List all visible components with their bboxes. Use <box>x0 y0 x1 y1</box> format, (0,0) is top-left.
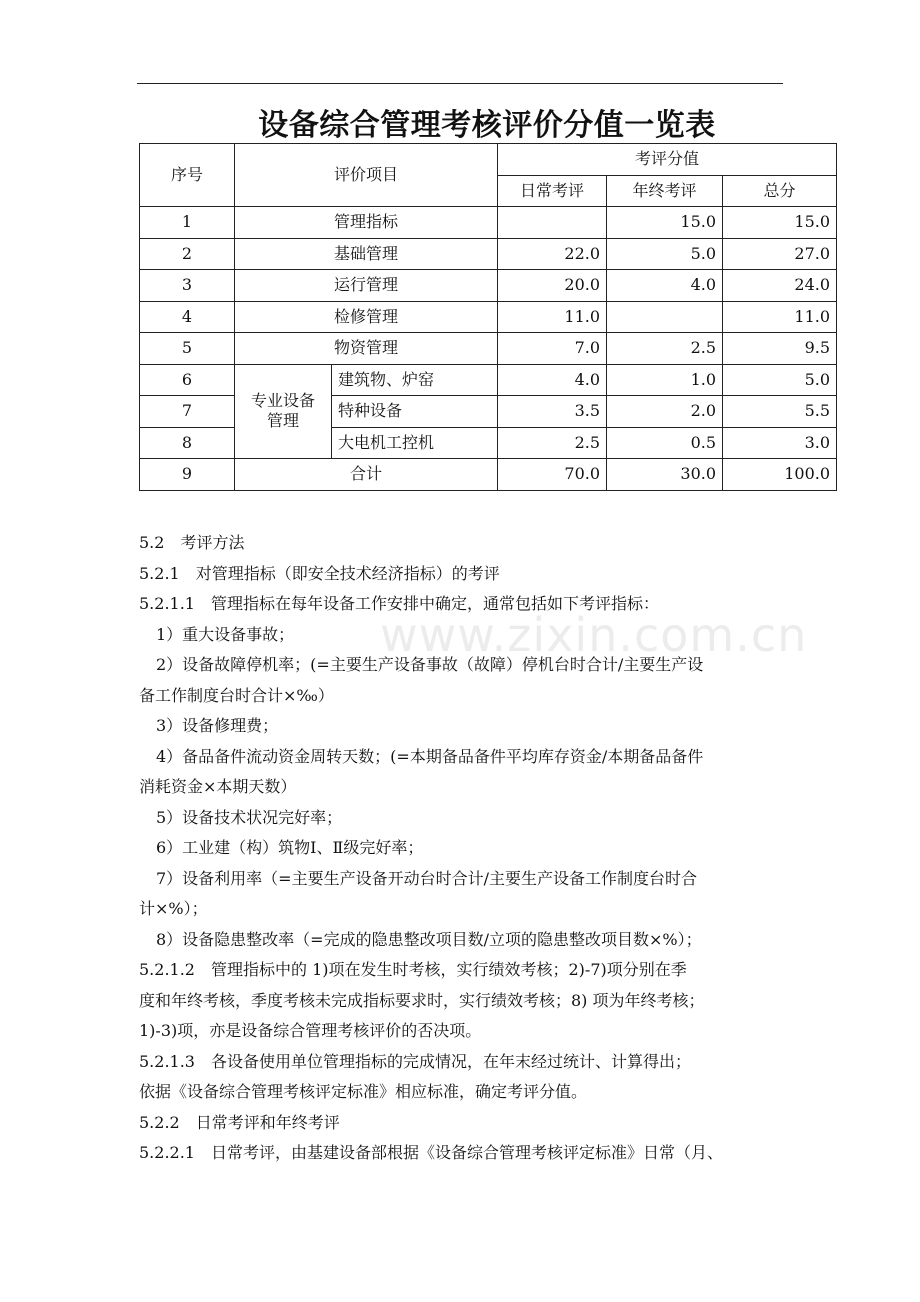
cell-annual: 2.0 <box>607 396 723 428</box>
header-rule <box>137 83 783 84</box>
cell-annual: 2.5 <box>607 333 723 365</box>
section-heading: 5.2.2 日常考评和年终考评 <box>139 1112 340 1132</box>
list-item-continuation: 计×%）； <box>139 899 208 918</box>
paragraph-line: 依据《设备综合管理考核评定标准》相应标准，确定考评分值。 <box>139 1082 588 1101</box>
cell-daily: 22.0 <box>498 238 607 270</box>
table-row <box>140 333 837 365</box>
cell-total: 100.0 <box>723 459 837 491</box>
cell-total: 5.5 <box>723 396 837 428</box>
table-total-row <box>140 459 837 491</box>
list-item: 8）设备隐患整改率（=完成的隐患整改项目数/立项的隐患整改项目数×%）； <box>156 929 702 949</box>
paragraph-line: 5.2.2.1 日常考评，由基建设备部根据《设备综合管理考核评定标准》日常（月、 <box>139 1143 723 1162</box>
cell-item: 合计 <box>235 459 498 491</box>
cell-daily: 2.5 <box>498 427 607 459</box>
cell-seq: 5 <box>140 333 235 365</box>
list-item-continuation: 备工作制度台时合计×‰） <box>139 685 334 705</box>
cell-annual: 4.0 <box>607 270 723 302</box>
special-group-label-line2: 管理 <box>266 411 299 431</box>
header-score-group: 考评分值 <box>498 144 837 176</box>
page-title: 设备综合管理考核评价分值一览表 <box>258 108 716 143</box>
list-item: 6）工业建（构）筑物Ⅰ、Ⅱ级完好率； <box>156 838 424 857</box>
cell-item: 物资管理 <box>235 333 498 365</box>
cell-annual: 0.5 <box>607 427 723 459</box>
cell-total: 15.0 <box>723 207 837 239</box>
paragraph-line: 5.2.1.2 管理指标中的 1)项在发生时考核，实行绩效考核；2)-7)项分别在季 <box>139 960 687 979</box>
cell-daily: 11.0 <box>498 301 607 333</box>
cell-daily: 20.0 <box>498 270 607 302</box>
cell-daily <box>498 207 607 239</box>
header-annual: 年终考评 <box>607 175 723 207</box>
list-item-continuation: 消耗资金×本期天数） <box>139 777 297 796</box>
list-item: 5）设备技术状况完好率； <box>156 807 343 827</box>
cell-seq: 3 <box>140 270 235 302</box>
list-item: 3）设备修理费； <box>156 716 279 735</box>
cell-total: 24.0 <box>723 270 837 302</box>
paragraph-line: 5.2.1.3 各设备使用单位管理指标的完成情况，在年末经过统计、计算得出； <box>139 1051 691 1071</box>
table-row <box>140 207 837 239</box>
header-row-1 <box>140 144 837 176</box>
watermark: www.zixin.com.cn <box>380 608 808 662</box>
cell-item: 检修管理 <box>235 301 498 333</box>
cell-daily: 3.5 <box>498 396 607 428</box>
table-row <box>140 364 837 396</box>
paragraph-line: 5.2.1.1 管理指标在每年设备工作安排中确定，通常包括如下考评指标： <box>139 594 659 613</box>
cell-seq: 6 <box>140 364 235 396</box>
table-row <box>140 238 837 270</box>
section-heading: 5.2 考评方法 <box>139 533 245 552</box>
cell-item: 建筑物、炉窑 <box>332 364 498 396</box>
cell-item: 大电机工控机 <box>332 427 498 459</box>
cell-seq: 7 <box>140 396 235 428</box>
paragraph-line: 度和年终考核，季度考核未完成指标要求时，实行绩效考核；8) 项为年终考核； <box>139 990 705 1010</box>
cell-seq: 4 <box>140 301 235 333</box>
cell-item: 管理指标 <box>235 207 498 239</box>
cell-item: 特种设备 <box>332 396 498 428</box>
special-group-label <box>235 364 332 459</box>
header-total: 总分 <box>723 175 837 207</box>
cell-total: 5.0 <box>723 364 837 396</box>
cell-seq: 2 <box>140 238 235 270</box>
header-item: 评价项目 <box>235 144 498 207</box>
table-row <box>140 301 837 333</box>
cell-total: 27.0 <box>723 238 837 270</box>
cell-daily: 70.0 <box>498 459 607 491</box>
cell-item: 运行管理 <box>235 270 498 302</box>
paragraph-line: 1)-3)项，亦是设备综合管理考核评价的否决项。 <box>139 1021 482 1040</box>
score-table <box>139 143 837 491</box>
header-seq: 序号 <box>140 144 235 207</box>
cell-total: 3.0 <box>723 427 837 459</box>
cell-total: 11.0 <box>723 301 837 333</box>
cell-daily: 4.0 <box>498 364 607 396</box>
cell-total: 9.5 <box>723 333 837 365</box>
table-row <box>140 270 837 302</box>
cell-annual: 5.0 <box>607 238 723 270</box>
special-group-label-line1: 专业设备 <box>250 391 315 411</box>
cell-annual: 30.0 <box>607 459 723 491</box>
header-daily: 日常考评 <box>498 175 607 207</box>
list-item: 2）设备故障停机率；(=主要生产设备事故（故障）停机台时合计/主要生产设 <box>156 655 704 674</box>
list-item: 1）重大设备事故； <box>156 624 295 644</box>
body-text <box>139 528 799 1169</box>
section-heading: 5.2.1 对管理指标（即安全技术经济指标）的考评 <box>139 563 500 583</box>
cell-annual: 1.0 <box>607 364 723 396</box>
list-item: 4）备品备件流动资金周转天数；(=本期备品备件平均库存资金/本期备品备件 <box>156 746 704 766</box>
cell-daily: 7.0 <box>498 333 607 365</box>
list-item: 7）设备利用率（=主要生产设备开动台时合计/主要生产设备工作制度台时合 <box>156 868 697 888</box>
cell-seq: 1 <box>140 207 235 239</box>
cell-annual <box>607 301 723 333</box>
cell-seq: 8 <box>140 427 235 459</box>
cell-annual: 15.0 <box>607 207 723 239</box>
cell-seq: 9 <box>140 459 235 491</box>
cell-item: 基础管理 <box>235 238 498 270</box>
